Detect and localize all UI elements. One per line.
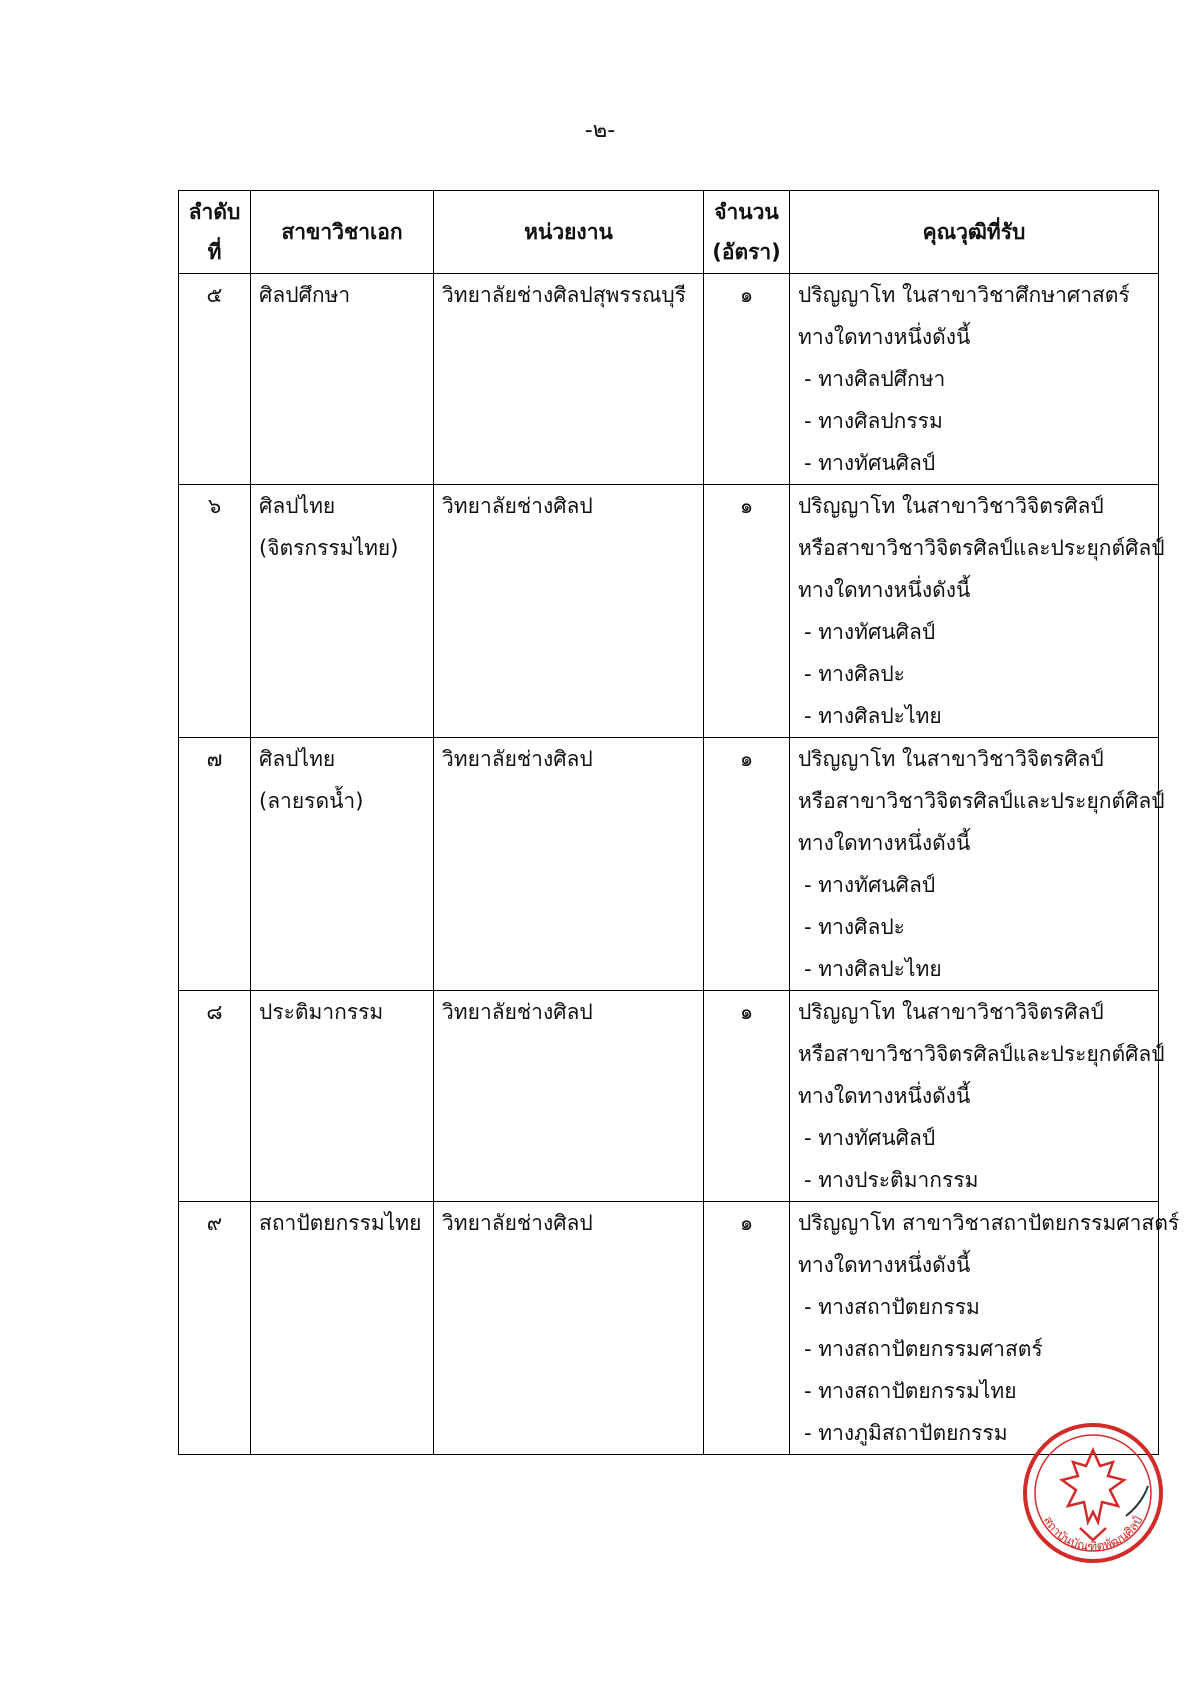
qualification-line: - ทางสถาปัตยกรรมไทย <box>804 1379 1017 1403</box>
major-line: ศิลปไทย <box>259 747 336 771</box>
qualification-line: - ทางภูมิสถาปัตยกรรม <box>804 1421 1008 1445</box>
qualification-line: - ทางทัศนศิลป์ <box>804 451 936 475</box>
row-number: ๘ <box>179 991 251 1202</box>
qualification-cell <box>790 1202 1180 1455</box>
major-line: ศิลปศึกษา <box>259 283 351 307</box>
count-cell: ๑ <box>704 274 790 485</box>
major-line: ศิลปไทย <box>259 494 336 518</box>
qualification-line: ทางใดทางหนึ่งดังนี้ <box>798 831 971 855</box>
garuda-seal-icon <box>1018 1418 1168 1568</box>
page-number: -๒- <box>584 118 616 143</box>
table-header-row <box>179 191 1159 274</box>
major-line: (ลายรดน้ำ) <box>259 789 364 813</box>
qualification-line: หรือสาขาวิชาวิจิตรศิลป์และประยุกต์ศิลป์ <box>798 1042 1165 1066</box>
major-cell <box>251 1202 434 1455</box>
qualification-line: ปริญญาโท ในสาขาวิชาศึกษาศาสตร์ <box>798 283 1130 307</box>
row-number: ๖ <box>179 485 251 738</box>
table-row <box>179 1202 1159 1455</box>
major-line: สถาปัตยกรรมไทย <box>259 1211 422 1235</box>
qualification-line: ทางใดทางหนึ่งดังนี้ <box>798 578 971 602</box>
major-line: ประติมากรรม <box>259 1000 384 1024</box>
qualification-line: ปริญญาโท ในสาขาวิชาวิจิตรศิลป์ <box>798 1000 1104 1024</box>
qualification-cell <box>790 485 1165 738</box>
qualification-line: - ทางทัศนศิลป์ <box>804 1126 936 1150</box>
count-cell: ๑ <box>704 991 790 1202</box>
qualification-line: หรือสาขาวิชาวิจิตรศิลป์และประยุกต์ศิลป์ <box>798 536 1165 560</box>
unit-cell: วิทยาลัยช่างศิลป <box>434 738 704 991</box>
qualification-line: - ทางทัศนศิลป์ <box>804 620 936 644</box>
qualification-line: ปริญญาโท ในสาขาวิชาวิจิตรศิลป์ <box>798 494 1104 518</box>
qualification-line: - ทางศิลปะ <box>804 915 905 939</box>
table-row <box>179 991 1159 1202</box>
table-row <box>179 485 1159 738</box>
qualification-line: ทางใดทางหนึ่งดังนี้ <box>798 1084 971 1108</box>
qualification-line: ทางใดทางหนึ่งดังนี้ <box>798 325 971 349</box>
positions-table <box>178 190 1180 1455</box>
header-qualification: คุณวุฒิที่รับ <box>790 191 1159 274</box>
qualification-line: ปริญญาโท ในสาขาวิชาวิจิตรศิลป์ <box>798 747 1104 771</box>
qualification-line: - ทางศิลปศึกษา <box>804 367 946 391</box>
qualification-line: - ทางศิลปะ <box>804 662 905 686</box>
qualification-line: ปริญญาโท สาขาวิชาสถาปัตยกรรมศาสตร์ <box>798 1211 1180 1235</box>
qualification-line: - ทางสถาปัตยกรรม <box>804 1295 980 1319</box>
qualification-line: - ทางประติมากรรม <box>804 1168 979 1192</box>
major-cell <box>251 274 434 485</box>
table-row <box>179 274 1159 485</box>
row-number: ๗ <box>179 738 251 991</box>
qualification-line: - ทางสถาปัตยกรรมศาสตร์ <box>804 1337 1043 1361</box>
qualification-line: หรือสาขาวิชาวิจิตรศิลป์และประยุกต์ศิลป์ <box>798 789 1165 813</box>
header-unit: หน่วยงาน <box>434 191 704 274</box>
major-line: (จิตรกรรมไทย) <box>259 536 399 560</box>
unit-cell: วิทยาลัยช่างศิลปสุพรรณบุรี <box>434 274 704 485</box>
count-cell: ๑ <box>704 485 790 738</box>
unit-cell: วิทยาลัยช่างศิลป <box>434 1202 704 1455</box>
qualification-line: - ทางทัศนศิลป์ <box>804 873 936 897</box>
qualification-line: - ทางศิลปะไทย <box>804 957 942 981</box>
major-cell <box>251 738 434 991</box>
row-number: ๕ <box>179 274 251 485</box>
major-cell <box>251 991 434 1202</box>
qualification-cell <box>790 738 1165 991</box>
qualification-cell <box>790 991 1165 1202</box>
qualification-line: - ทางศิลปกรรม <box>804 409 943 433</box>
unit-cell: วิทยาลัยช่างศิลป <box>434 485 704 738</box>
qualification-line: - ทางศิลปะไทย <box>804 704 942 728</box>
seal-text: สถาบันบัณฑิตพัฒนศิลป์ <box>1040 1513 1146 1554</box>
count-cell: ๑ <box>704 1202 790 1455</box>
header-no: ลำดับ ที่ <box>179 191 251 274</box>
major-cell <box>251 485 434 738</box>
table-row <box>179 738 1159 991</box>
count-cell: ๑ <box>704 738 790 991</box>
qualification-line: ทางใดทางหนึ่งดังนี้ <box>798 1253 971 1277</box>
unit-cell: วิทยาลัยช่างศิลป <box>434 991 704 1202</box>
row-number: ๙ <box>179 1202 251 1455</box>
header-major: สาขาวิชาเอก <box>251 191 434 274</box>
qualification-cell <box>790 274 1159 485</box>
header-count: จำนวน (อัตรา) <box>704 191 790 274</box>
